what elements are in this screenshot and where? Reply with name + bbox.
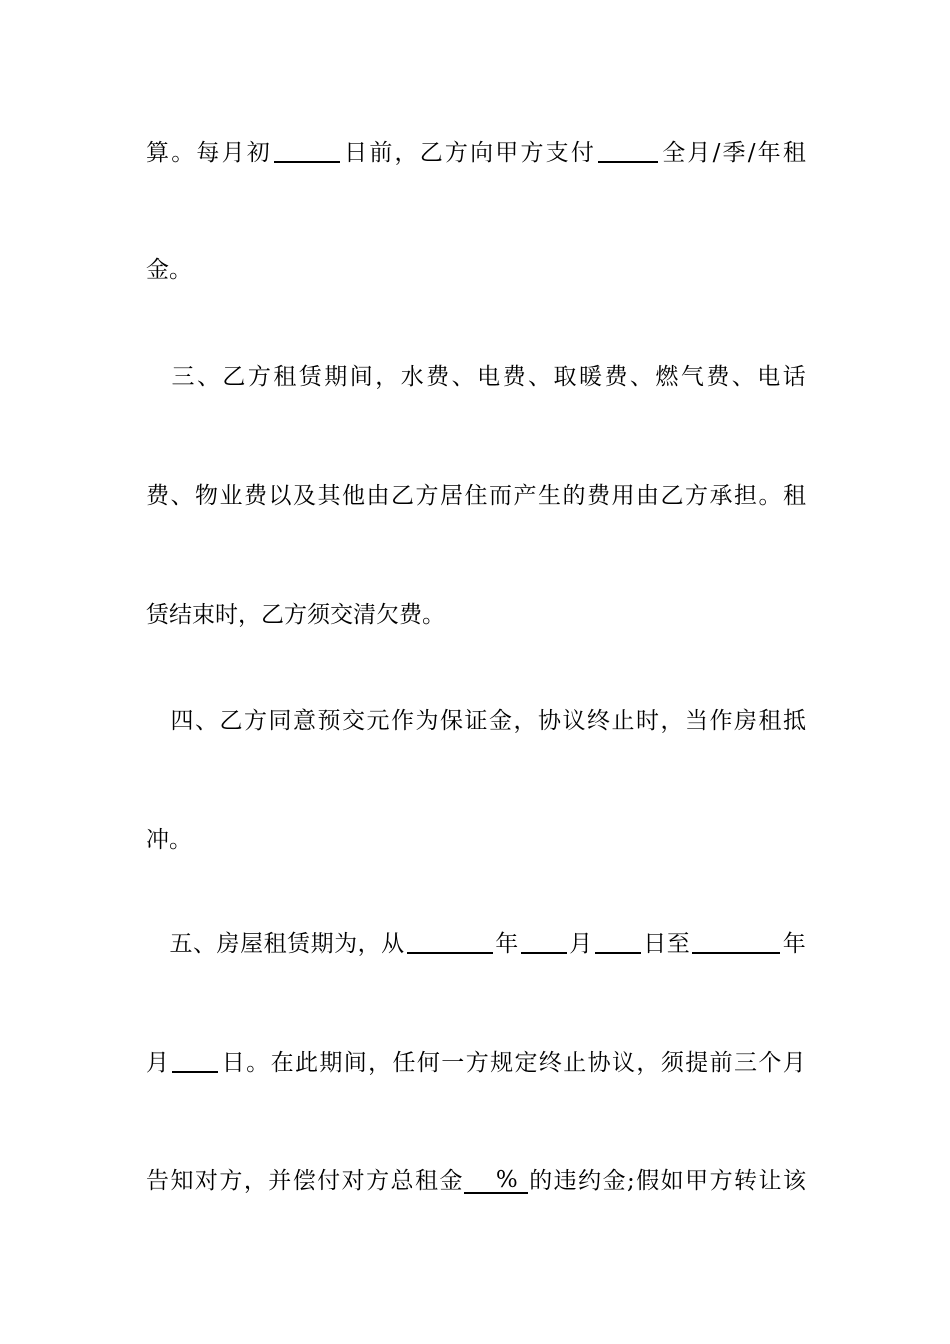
glyph: 费 bbox=[146, 483, 169, 509]
glyph: 的 bbox=[529, 1168, 553, 1194]
glyph: 年 bbox=[757, 140, 781, 166]
text-run: 冲。 bbox=[146, 827, 192, 853]
glyph: 月 bbox=[221, 140, 245, 166]
glyph: 赁 bbox=[287, 931, 311, 957]
glyph: 、 bbox=[170, 483, 194, 509]
glyph: 租 bbox=[273, 364, 297, 390]
glyph bbox=[146, 704, 169, 738]
text-line-3 bbox=[146, 360, 806, 394]
glyph: 方 bbox=[247, 364, 271, 390]
glyph: 暖 bbox=[578, 364, 602, 390]
glyph: 议 bbox=[612, 1050, 636, 1076]
glyph: 期 bbox=[310, 931, 334, 957]
glyph: 三 bbox=[733, 1050, 757, 1076]
glyph: 用 bbox=[611, 483, 635, 509]
glyph: 约 bbox=[578, 1168, 602, 1194]
glyph: 租 bbox=[782, 140, 806, 166]
glyph: 间 bbox=[343, 1050, 367, 1076]
glyph: 金 bbox=[439, 1168, 463, 1194]
glyph: 向 bbox=[470, 140, 494, 166]
glyph: 租 bbox=[783, 483, 806, 509]
glyph: 定 bbox=[514, 1050, 538, 1076]
fill-in-blank bbox=[274, 137, 340, 163]
glyph: 、 bbox=[528, 364, 552, 390]
glyph: 协 bbox=[538, 708, 561, 734]
glyph: 假 bbox=[636, 1168, 660, 1194]
glyph: 付 bbox=[570, 140, 594, 166]
glyph: 从 bbox=[381, 931, 405, 957]
glyph: 房 bbox=[734, 708, 757, 734]
text-line-8 bbox=[146, 927, 806, 961]
glyph: / bbox=[747, 140, 756, 166]
percent-blank: % bbox=[464, 1168, 528, 1194]
glyph: 话 bbox=[782, 364, 806, 390]
glyph: / bbox=[712, 140, 721, 166]
glyph: 年 bbox=[782, 931, 806, 957]
glyph: 每 bbox=[196, 140, 220, 166]
text-line-4 bbox=[146, 479, 806, 513]
glyph: 金 bbox=[489, 708, 512, 734]
glyph: 并 bbox=[268, 1168, 292, 1194]
glyph: 此 bbox=[294, 1050, 318, 1076]
glyph: 对 bbox=[341, 1168, 365, 1194]
text-line-6 bbox=[146, 704, 806, 738]
glyph: 抵 bbox=[783, 708, 806, 734]
glyph: 费 bbox=[587, 483, 610, 509]
glyph: 对 bbox=[194, 1168, 218, 1194]
glyph: 在 bbox=[270, 1050, 294, 1076]
glyph: 作 bbox=[709, 708, 733, 734]
glyph: 其 bbox=[317, 483, 341, 509]
glyph: 电 bbox=[477, 364, 501, 390]
glyph: 费 bbox=[426, 364, 450, 390]
glyph: 燃 bbox=[655, 364, 679, 390]
glyph: 及 bbox=[293, 483, 316, 509]
glyph: 日 bbox=[344, 140, 368, 166]
glyph: 交 bbox=[342, 708, 365, 734]
glyph: ， bbox=[513, 708, 537, 734]
glyph: 议 bbox=[562, 708, 586, 734]
glyph: 意 bbox=[293, 708, 316, 734]
text-line-2 bbox=[146, 253, 806, 287]
glyph: 日 bbox=[221, 1050, 245, 1076]
glyph: 方 bbox=[465, 1050, 489, 1076]
glyph: 五 bbox=[169, 931, 193, 957]
glyph bbox=[146, 360, 169, 394]
glyph: 承 bbox=[709, 483, 733, 509]
glyph: 止 bbox=[611, 708, 635, 734]
glyph: ; bbox=[627, 1168, 635, 1194]
glyph: 知 bbox=[170, 1168, 194, 1194]
glyph: 乙 bbox=[222, 364, 246, 390]
glyph: 偿 bbox=[292, 1168, 316, 1194]
glyph: 方 bbox=[444, 140, 468, 166]
glyph: 的 bbox=[562, 483, 586, 509]
glyph: 一 bbox=[441, 1050, 465, 1076]
glyph: 、 bbox=[629, 364, 653, 390]
glyph: 方 bbox=[415, 483, 439, 509]
glyph: 甲 bbox=[495, 140, 519, 166]
glyph: 物 bbox=[195, 483, 218, 509]
glyph: 气 bbox=[680, 364, 704, 390]
glyph: 住 bbox=[464, 483, 488, 509]
glyph: 转 bbox=[734, 1168, 758, 1194]
glyph: 月 bbox=[146, 1050, 169, 1076]
glyph: ， bbox=[660, 708, 684, 734]
glyph: 终 bbox=[587, 708, 610, 734]
glyph: 租 bbox=[758, 708, 782, 734]
glyph: 方 bbox=[219, 1168, 243, 1194]
glyph: 租 bbox=[263, 931, 287, 957]
glyph: 三 bbox=[171, 364, 195, 390]
fill-in-blank bbox=[172, 1047, 218, 1073]
glyph: 由 bbox=[636, 483, 659, 509]
glyph: 作 bbox=[391, 708, 414, 734]
glyph: 止 bbox=[563, 1050, 587, 1076]
fill-in-blank bbox=[598, 137, 658, 163]
glyph: 费 bbox=[706, 364, 730, 390]
glyph: 金 bbox=[602, 1168, 626, 1194]
glyph: 甲 bbox=[685, 1168, 709, 1194]
glyph: 月 bbox=[782, 1050, 806, 1076]
glyph: 算 bbox=[146, 140, 169, 166]
glyph bbox=[146, 927, 169, 961]
glyph: 、 bbox=[196, 364, 220, 390]
fill-in-blank bbox=[595, 928, 641, 954]
glyph: 任 bbox=[392, 1050, 416, 1076]
glyph: 乙 bbox=[391, 483, 414, 509]
glyph: 终 bbox=[538, 1050, 562, 1076]
glyph: 提 bbox=[685, 1050, 709, 1076]
glyph: 电 bbox=[757, 364, 781, 390]
fill-in-blank bbox=[692, 928, 780, 954]
glyph: 赁 bbox=[298, 364, 322, 390]
glyph: 、 bbox=[731, 364, 755, 390]
glyph: 全 bbox=[662, 140, 686, 166]
glyph: ， bbox=[243, 1168, 267, 1194]
glyph: 告 bbox=[146, 1168, 169, 1194]
glyph: 业 bbox=[219, 483, 243, 509]
glyph: 他 bbox=[342, 483, 365, 509]
glyph: 方 bbox=[244, 708, 267, 734]
glyph: 租 bbox=[414, 1168, 438, 1194]
glyph: 而 bbox=[489, 483, 512, 509]
glyph: 以 bbox=[268, 483, 292, 509]
glyph: 前 bbox=[709, 1050, 733, 1076]
glyph: 方 bbox=[709, 1168, 733, 1194]
glyph: 取 bbox=[553, 364, 577, 390]
glyph: 间 bbox=[349, 364, 373, 390]
glyph: 支 bbox=[545, 140, 569, 166]
glyph: 前 bbox=[369, 140, 393, 166]
glyph: 四 bbox=[170, 708, 194, 734]
glyph: 当 bbox=[685, 708, 708, 734]
glyph: ， bbox=[375, 364, 399, 390]
glyph: 至 bbox=[666, 931, 690, 957]
glyph: 付 bbox=[317, 1168, 341, 1194]
glyph: 个 bbox=[758, 1050, 782, 1076]
glyph: 费 bbox=[502, 364, 526, 390]
glyph: ， bbox=[636, 1050, 660, 1076]
fill-in-blank bbox=[407, 928, 493, 954]
glyph: 乙 bbox=[219, 708, 243, 734]
glyph: 日 bbox=[643, 931, 667, 957]
glyph: 何 bbox=[416, 1050, 440, 1076]
glyph: 由 bbox=[366, 483, 390, 509]
glyph: ， bbox=[394, 140, 418, 166]
text-line-10 bbox=[146, 1164, 806, 1198]
glyph: 该 bbox=[782, 1168, 806, 1194]
glyph: 房 bbox=[216, 931, 240, 957]
text-line-7 bbox=[146, 823, 806, 857]
glyph: 方 bbox=[685, 483, 708, 509]
text-run: 金。 bbox=[146, 257, 192, 283]
glyph: 费 bbox=[244, 483, 267, 509]
glyph: 如 bbox=[660, 1168, 684, 1194]
fill-in-blank bbox=[521, 928, 567, 954]
glyph: 保 bbox=[440, 708, 463, 734]
glyph: 、 bbox=[451, 364, 475, 390]
glyph: 乙 bbox=[419, 140, 443, 166]
glyph: 期 bbox=[324, 364, 348, 390]
glyph: 乙 bbox=[660, 483, 684, 509]
glyph: 方 bbox=[366, 1168, 390, 1194]
glyph: 须 bbox=[660, 1050, 684, 1076]
glyph: 规 bbox=[490, 1050, 514, 1076]
text-line-9 bbox=[146, 1046, 806, 1080]
glyph: 初 bbox=[246, 140, 270, 166]
glyph: 、 bbox=[193, 931, 217, 957]
glyph: ， bbox=[357, 931, 381, 957]
text-run: 赁结束时，乙方须交清欠费。 bbox=[146, 602, 445, 628]
glyph: 生 bbox=[538, 483, 561, 509]
glyph: 。 bbox=[246, 1050, 270, 1076]
glyph: 元 bbox=[366, 708, 390, 734]
glyph: 月 bbox=[569, 931, 593, 957]
glyph: 季 bbox=[722, 140, 746, 166]
glyph: 担 bbox=[734, 483, 757, 509]
glyph: 水 bbox=[400, 364, 424, 390]
text-line-1 bbox=[146, 136, 806, 170]
glyph: 让 bbox=[758, 1168, 782, 1194]
glyph: 预 bbox=[317, 708, 341, 734]
glyph: 违 bbox=[553, 1168, 577, 1194]
glyph: 协 bbox=[587, 1050, 611, 1076]
glyph: 期 bbox=[319, 1050, 343, 1076]
text-line-5 bbox=[146, 598, 806, 632]
glyph: 月 bbox=[687, 140, 711, 166]
glyph: ， bbox=[368, 1050, 392, 1076]
glyph: 证 bbox=[464, 708, 488, 734]
glyph: 、 bbox=[195, 708, 218, 734]
glyph: 。 bbox=[171, 140, 195, 166]
glyph: 产 bbox=[513, 483, 537, 509]
glyph: 方 bbox=[520, 140, 544, 166]
glyph: 同 bbox=[268, 708, 292, 734]
glyph: 为 bbox=[334, 931, 358, 957]
glyph: 为 bbox=[415, 708, 439, 734]
glyph: 居 bbox=[440, 483, 463, 509]
glyph: 时 bbox=[636, 708, 659, 734]
glyph: 费 bbox=[604, 364, 628, 390]
glyph: 年 bbox=[495, 931, 519, 957]
glyph: 屋 bbox=[240, 931, 264, 957]
glyph: 总 bbox=[390, 1168, 414, 1194]
glyph: 。 bbox=[758, 483, 782, 509]
